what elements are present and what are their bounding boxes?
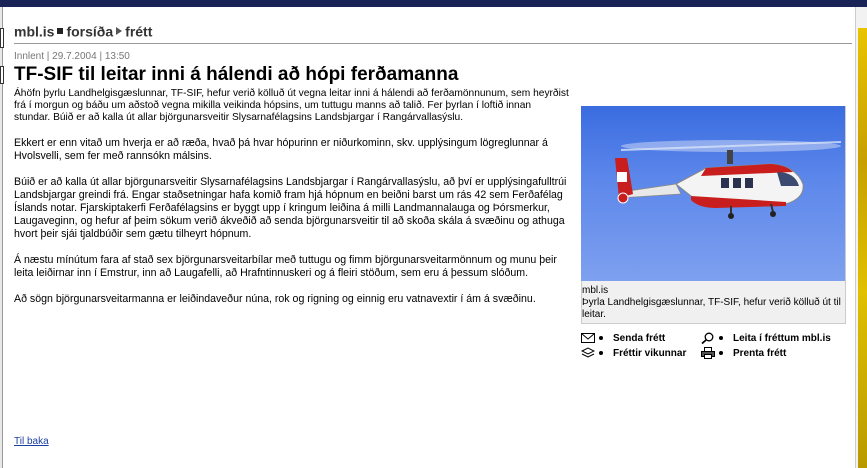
bullet-icon xyxy=(719,351,723,355)
article-meta: Innlent | 29.7.2004 | 13:50 xyxy=(14,51,130,62)
article-paragraph: Ekkert er enn vitað um hverja er að ræða, hvað þá hvar hópurinn er niðurkominn, skv. upplýsingum lögreglunnar á Hvolsvelli, sem fer með rannsókn málsins. xyxy=(14,137,548,162)
breadcrumb xyxy=(14,22,152,39)
photo-caption-text: Þyrla Landhelgisgæslunnar, TF-SIF, hefur verið kölluð út til leitar. xyxy=(582,297,841,320)
photo-credit: mbl.is xyxy=(582,285,609,296)
printer-icon xyxy=(701,347,715,359)
bullet-icon xyxy=(719,336,723,340)
article-paragraph: Búið er að kalla út allar björgunarsveitir Slysarnafélagsins Landsbjargar í Rangárvallasýslu, að því er upplýsingafulltrúi Landsbjargar greindi frá. Engar staðsetningar hafa komið fram hjá hópnum en beiðni barst um rás 42 sem Ferðafélag Íslands notar. Fjarskiptakerfi Ferðafélagsins er byggt upp í kringum leiðina á milli Landmannalauga og Þórsmerkur, Laugaveginn, og hefur af þeim sökum verið ákveðið að senda björgunarsveitir til að skoða skála á svæðinu og athuga hvort þeir sjái tjaldbúðir sem gætu tilheyrt hópnum. xyxy=(14,176,567,240)
article-body xyxy=(14,88,570,319)
right-banner-ad[interactable] xyxy=(858,28,867,468)
weekly-news-action[interactable] xyxy=(581,346,686,360)
search-news-action[interactable] xyxy=(701,331,831,345)
arrow-separator-icon xyxy=(116,27,122,35)
top-bar xyxy=(0,0,867,7)
helicopter-illustration xyxy=(581,106,845,281)
print-article-label[interactable]: Prenta frétt xyxy=(733,347,787,359)
envelope-icon xyxy=(581,332,595,344)
stack-icon xyxy=(581,347,595,359)
left-frame-widget[interactable] xyxy=(0,28,4,48)
breadcrumb-divider xyxy=(14,43,852,44)
magnifier-icon xyxy=(701,332,715,344)
breadcrumb-section[interactable]: forsíða xyxy=(66,23,114,40)
breadcrumb-page: frétt xyxy=(125,23,153,40)
article-paragraph: Að sögn björgunarsveitarmanna er leiðindaveður núna, rok og rigning og einnig eru vatnavextir í ám á svæðinu. xyxy=(14,293,536,305)
article-paragraph: Á næstu mínútum fara af stað sex björgunarsveitarbílar með tuttugu og fimm björgunarsveitarmönnum og munu þeir leita leiðirnar inn í Emstrur, inn að Laugafelli, að Hrafntinnuskeri og á fleiri stöðum, sem eru á þessum slóðum. xyxy=(14,254,557,279)
helicopter-photo xyxy=(581,106,845,281)
bullet-icon xyxy=(599,336,603,340)
send-article-label[interactable]: Senda frétt xyxy=(613,332,666,344)
square-separator-icon xyxy=(57,28,63,34)
article-lead: Áhöfn þyrlu Landhelgisgæslunnar, TF-SIF, hefur verið kölluð út vegna leitar inni á hálendi að ferðamönnunum, sem heyrðist frá í morgun og báðu um aðstoð vegna mikilla veikinda hópsins, um tuttugu manns að talið. Fer þyrlan í loftið innan stundar. Búið er að kalla út allar björgunarsveitir Slysarnafélagsins Landsbjargar í Rangárvallasýslu. xyxy=(14,88,569,123)
breadcrumb-site[interactable]: mbl.is xyxy=(14,23,55,40)
weekly-news-label[interactable]: Fréttir vikunnar xyxy=(613,347,687,359)
print-article-action[interactable] xyxy=(701,346,786,360)
bullet-icon xyxy=(599,351,603,355)
article-title: TF-SIF til leitar inni á hálendi að hópi ferðamanna xyxy=(14,64,459,85)
back-link[interactable]: Til baka xyxy=(14,436,49,447)
left-frame-widget[interactable] xyxy=(0,66,4,84)
search-news-label[interactable]: Leita í fréttum mbl.is xyxy=(733,332,831,344)
send-article-action[interactable] xyxy=(581,331,665,345)
photo-caption xyxy=(581,285,845,321)
